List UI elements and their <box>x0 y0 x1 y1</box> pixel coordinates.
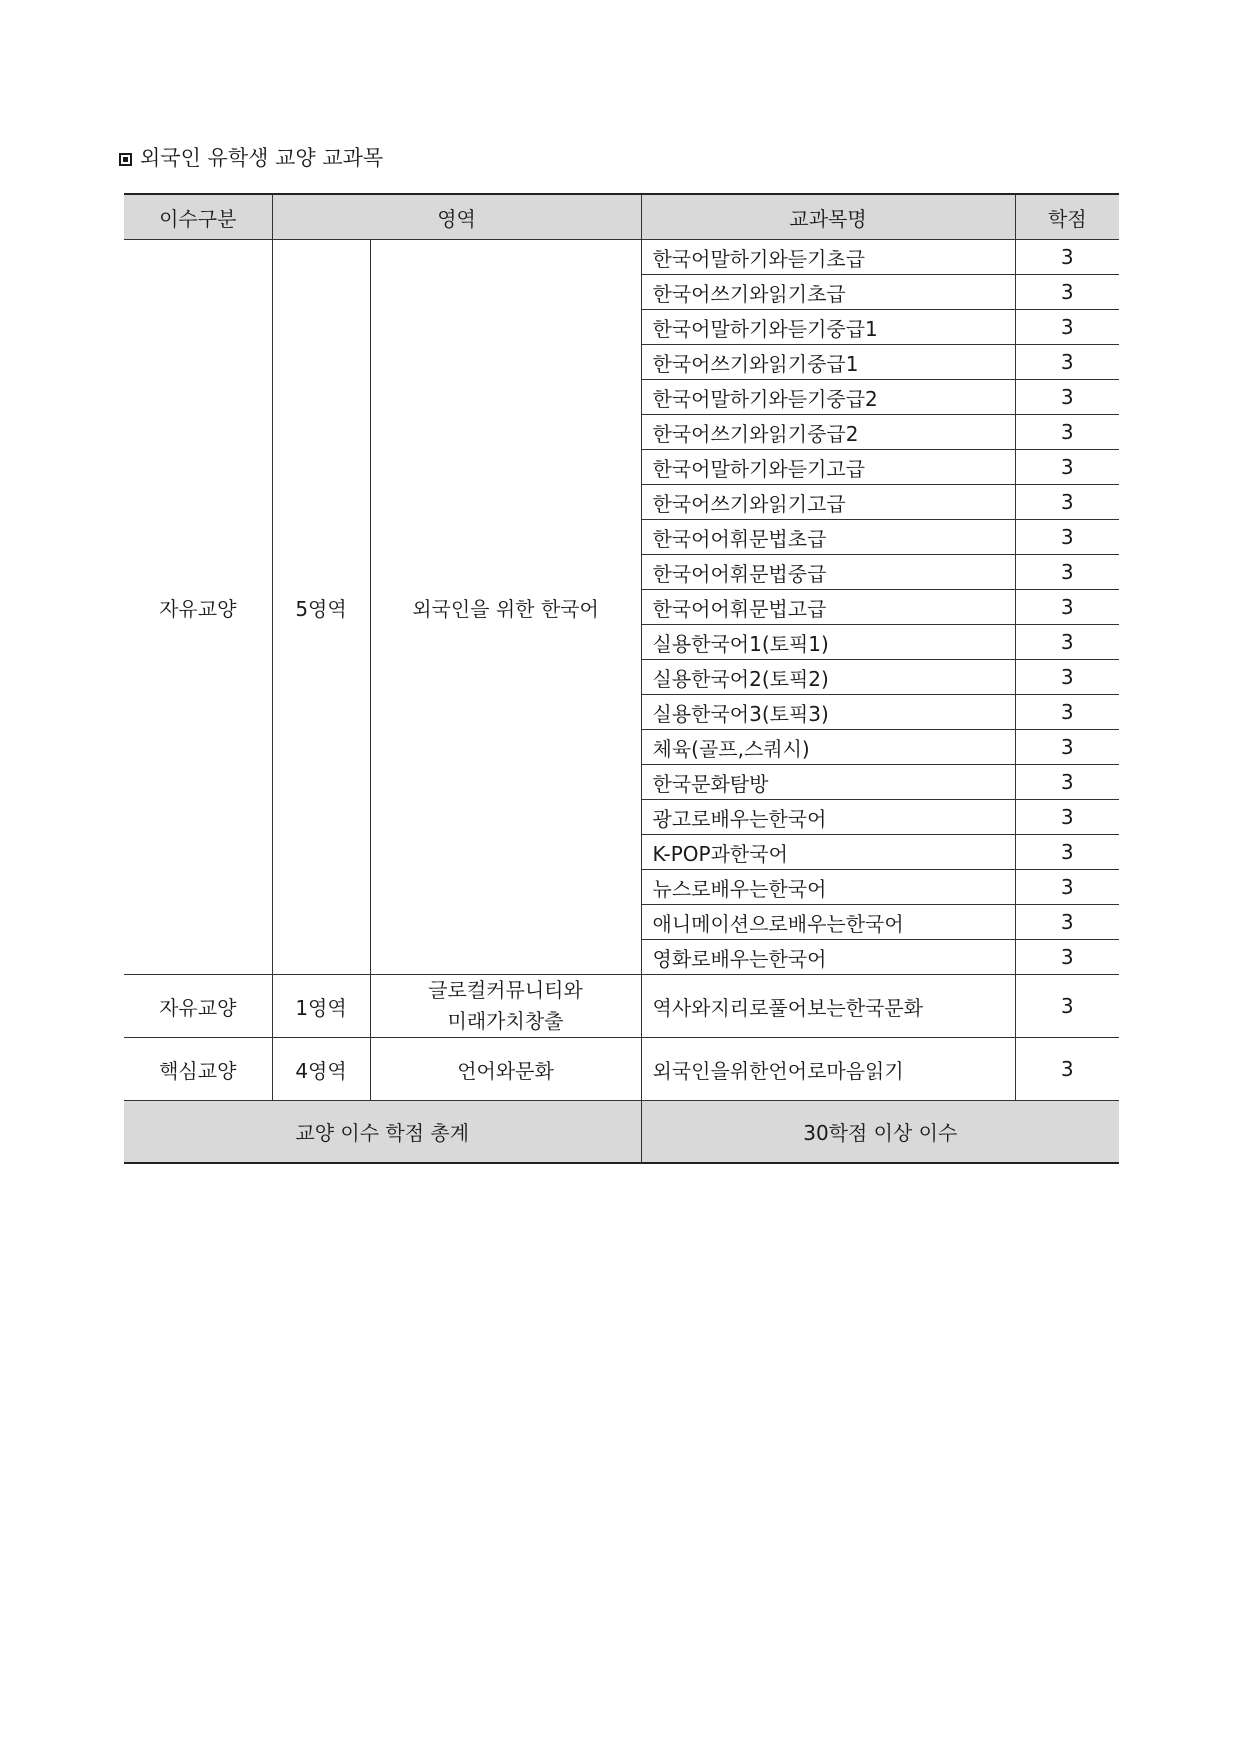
credits-cell: 3 <box>1015 380 1119 415</box>
header-course: 교과목명 <box>641 194 1015 240</box>
course-name-cell: 영화로배우는한국어 <box>641 940 1015 975</box>
credits-cell: 3 <box>1015 590 1119 625</box>
credits-cell: 3 <box>1015 835 1119 870</box>
header-category: 이수구분 <box>124 194 272 240</box>
course-name-cell: K-POP과한국어 <box>641 835 1015 870</box>
area-name-line: 미래가치창출 <box>447 1009 564 1033</box>
area-name-cell <box>370 975 641 1038</box>
course-name-cell: 한국어쓰기와읽기초급 <box>641 275 1015 310</box>
header-area: 영역 <box>272 194 641 240</box>
credits-cell: 3 <box>1015 870 1119 905</box>
credits-cell: 3 <box>1015 345 1119 380</box>
course-name-cell: 한국어어휘문법초급 <box>641 520 1015 555</box>
credits-cell: 3 <box>1015 730 1119 765</box>
area-number-cell: 1영역 <box>272 975 370 1038</box>
credits-cell: 3 <box>1015 800 1119 835</box>
course-name-cell: 광고로배우는한국어 <box>641 800 1015 835</box>
document-heading <box>119 143 383 173</box>
course-name-cell: 애니메이션으로배우는한국어 <box>641 905 1015 940</box>
credits-cell: 3 <box>1015 1038 1119 1101</box>
course-name-cell: 한국어어휘문법고급 <box>641 590 1015 625</box>
table-header-row <box>124 194 1119 240</box>
credits-cell: 3 <box>1015 625 1119 660</box>
credits-cell: 3 <box>1015 695 1119 730</box>
credits-cell: 3 <box>1015 240 1119 275</box>
credits-cell: 3 <box>1015 450 1119 485</box>
course-name-cell: 체육(골프,스쿼시) <box>641 730 1015 765</box>
course-name-cell: 한국어말하기와듣기중급2 <box>641 380 1015 415</box>
total-value: 30학점 이상 이수 <box>641 1101 1119 1164</box>
course-name-cell: 실용한국어3(토픽3) <box>641 695 1015 730</box>
credits-cell: 3 <box>1015 940 1119 975</box>
header-credits: 학점 <box>1015 194 1119 240</box>
course-name-cell: 한국어말하기와듣기중급1 <box>641 310 1015 345</box>
credits-cell: 3 <box>1015 905 1119 940</box>
curriculum-table <box>124 193 1119 1164</box>
course-name-cell: 한국어말하기와듣기고급 <box>641 450 1015 485</box>
course-name-cell: 실용한국어1(토픽1) <box>641 625 1015 660</box>
heading-text: 외국인 유학생 교양 교과목 <box>140 146 384 170</box>
credits-cell: 3 <box>1015 975 1119 1038</box>
area-number-cell: 4영역 <box>272 1038 370 1101</box>
course-name-cell: 역사와지리로풀어보는한국문화 <box>641 975 1015 1038</box>
course-name-cell: 한국문화탐방 <box>641 765 1015 800</box>
table-row <box>124 1038 1119 1101</box>
credits-cell: 3 <box>1015 555 1119 590</box>
credits-cell: 3 <box>1015 310 1119 345</box>
table-row <box>124 240 1119 275</box>
category-cell: 자유교양 <box>124 240 272 975</box>
credits-cell: 3 <box>1015 660 1119 695</box>
course-name-cell: 한국어쓰기와읽기중급2 <box>641 415 1015 450</box>
course-name-cell: 한국어어휘문법중급 <box>641 555 1015 590</box>
area-name-line: 글로컬커뮤니티와 <box>428 978 583 1002</box>
credits-cell: 3 <box>1015 485 1119 520</box>
course-name-cell: 한국어쓰기와읽기중급1 <box>641 345 1015 380</box>
course-name-cell: 한국어말하기와듣기초급 <box>641 240 1015 275</box>
area-number-cell: 5영역 <box>272 240 370 975</box>
credits-cell: 3 <box>1015 275 1119 310</box>
credits-cell: 3 <box>1015 520 1119 555</box>
category-cell: 자유교양 <box>124 975 272 1038</box>
area-name-cell: 외국인을 위한 한국어 <box>370 240 641 975</box>
area-name-cell: 언어와문화 <box>370 1038 641 1101</box>
course-name-cell: 뉴스로배우는한국어 <box>641 870 1015 905</box>
course-name-cell: 한국어쓰기와읽기고급 <box>641 485 1015 520</box>
total-label: 교양 이수 학점 총계 <box>124 1101 641 1164</box>
course-name-cell: 실용한국어2(토픽2) <box>641 660 1015 695</box>
category-cell: 핵심교양 <box>124 1038 272 1101</box>
square-bullet-icon <box>119 153 132 166</box>
credits-cell: 3 <box>1015 765 1119 800</box>
total-row <box>124 1101 1119 1164</box>
table-body <box>124 240 1119 1101</box>
table-row <box>124 975 1119 1038</box>
course-name-cell: 외국인을위한언어로마음읽기 <box>641 1038 1015 1101</box>
credits-cell: 3 <box>1015 415 1119 450</box>
